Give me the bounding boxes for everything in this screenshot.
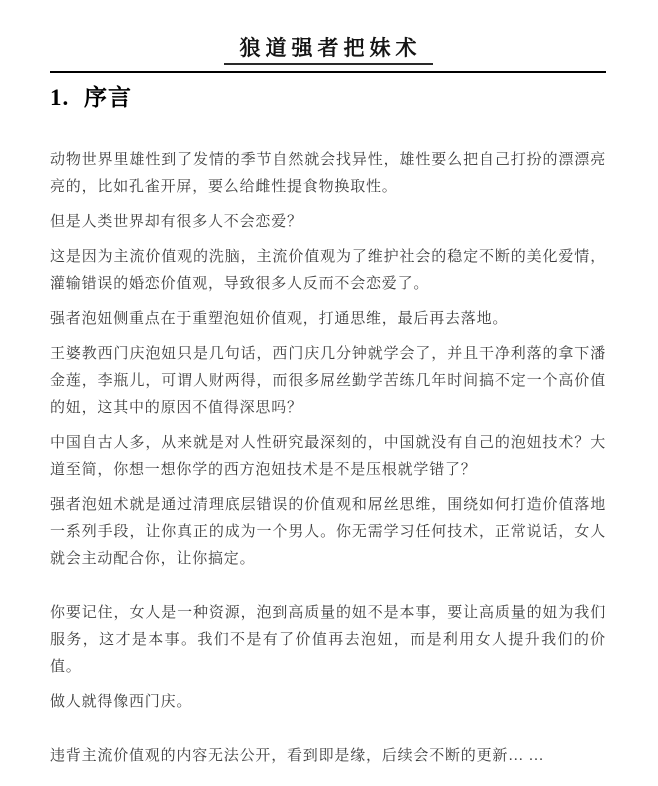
document-body [50,147,606,770]
paragraph: 强者泡妞术就是通过清理底层错误的价值观和屌丝思维，围绕如何打造价值落地一系列手段，让你真正的成为一个男人。你无需学习任何技术，正常说话，女人就会主动配合你，让你搞定。 [50,497,606,567]
header-divider [50,71,606,73]
paragraph: 这是因为主流价值观的洗脑，主流价值观为了维护社会的稳定不断的美化爱情，灌输错误的婚恋价值观，导致很多人反而不会恋爱了。 [50,249,606,292]
document-title: 狼道强者把妹术 [224,38,433,65]
section-heading: 1. 序言 [50,85,132,110]
paragraph: 强者泡妞侧重点在于重塑泡妞价值观，打通思维，最后再去落地。 [50,311,509,327]
paragraph: 但是人类世界却有很多人不会恋爱？ [50,214,303,230]
paragraph: 动物世界里雄性到了发情的季节自然就会找异性，雄性要么把自己打扮的漂漂亮亮的，比如孔雀开屏，要么给雌性提食物换取性。 [50,152,606,195]
paragraph: 中国自古人多，从来就是对人性研究最深刻的，中国就没有自己的泡妞技术？大道至简，你想一想你学的西方泡妞技术是不是压根就学错了？ [50,435,606,478]
paragraph: 违背主流价值观的内容无法公开，看到即是缘，后续会不断的更新… … [50,748,545,764]
paragraph: 王婆教西门庆泡妞只是几句话，西门庆几分钟就学会了，并且干净利落的拿下潘金莲，李瓶儿，可谓人财两得，而很多屌丝勤学苦练几年时间搞不定一个高价值的妞，这其中的原因不值得深思吗？ [50,346,606,416]
paragraph: 做人就得像西门庆。 [50,694,193,710]
title-row [50,38,606,65]
paragraph: 你要记住，女人是一种资源，泡到高质量的妞不是本事，要让高质量的妞为我们服务，这才是本事。我们不是有了价值再去泡妞，而是利用女人提升我们的价值。 [50,605,606,675]
